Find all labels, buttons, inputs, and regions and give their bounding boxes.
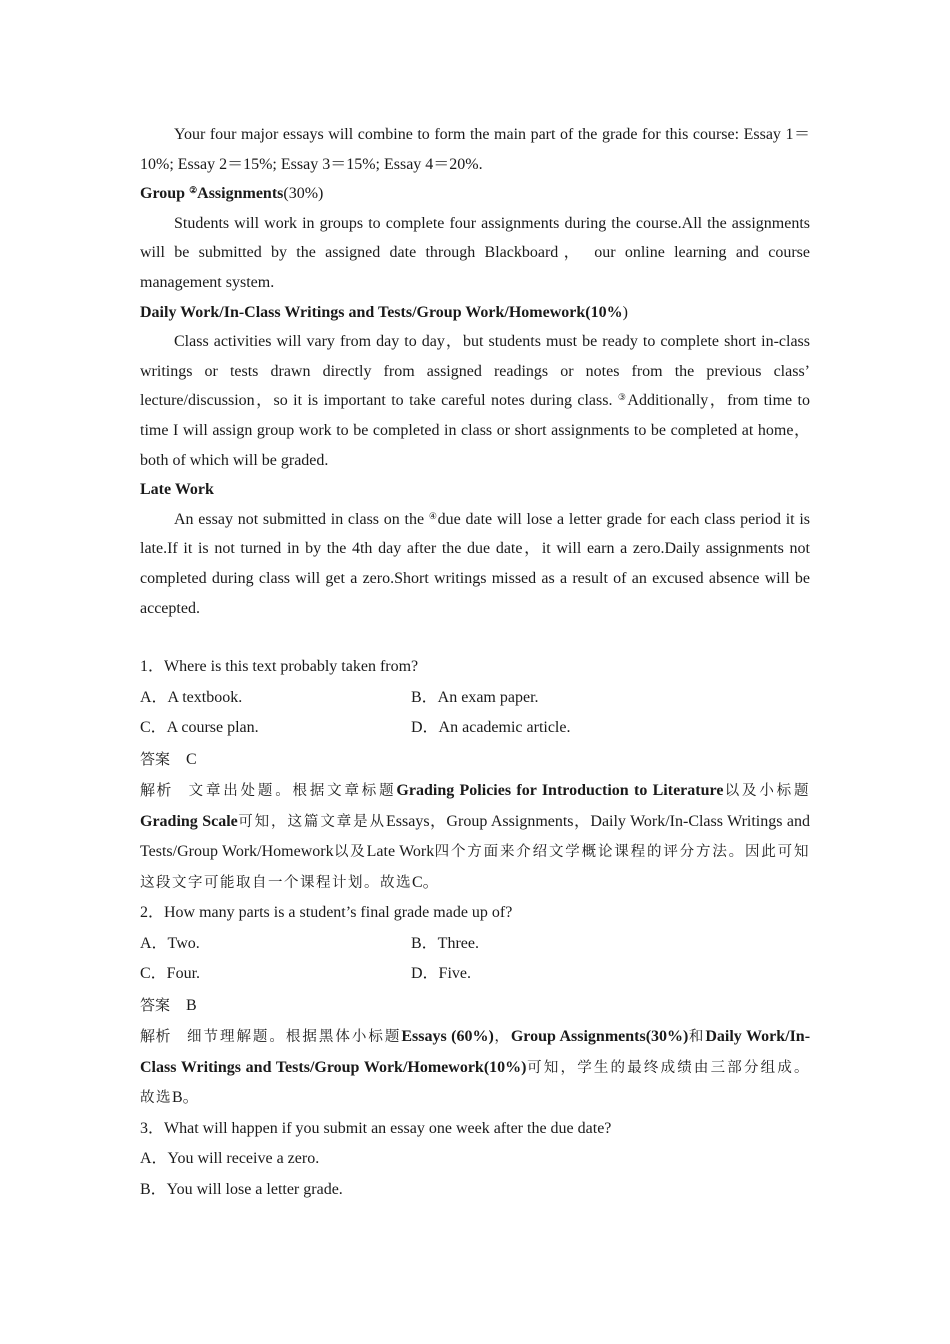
question-1-analysis: 解析 文章出处题。根据文章标题Grading Policies for Introduction to Literature以及小标题Grading Scale可知，这篇文章是从Essays，Group Assignments，Daily Work/In-Class Writings and Tests/Group Work/Homework以及Late Work四个方面来介绍文学概论课程的评分方法。因此可知这段文字可能取自一个课程计划。故选C。 <box>140 781 811 891</box>
analysis-label: 解析 <box>140 1027 171 1046</box>
footnote-marker-3: ③ <box>617 392 628 403</box>
question-1-options-row-2 <box>140 713 810 744</box>
question-2-option-b: B．Three. <box>411 934 479 952</box>
question-2-answer: 答案 B <box>140 995 197 1014</box>
answer-label: 答案 <box>140 749 171 768</box>
footnote-marker-2: ② <box>189 185 198 196</box>
late-work-paragraph: An essay not submitted in class on the ④due date will lose a letter grade for each class period it is late.If it is not turned in by the 4th day after the due date，it will earn a zero.Daily assignments not completed during class will get a zero.Short writings missed as a result of an excused absence will be accepted. <box>140 510 811 617</box>
question-2-stem: 2．How many parts is a student’s final grade made up of? <box>140 904 513 922</box>
question-2-options-row-1 <box>140 929 810 960</box>
question-2-options-row-2 <box>140 959 810 990</box>
question-1-options-row-1 <box>140 683 810 714</box>
question-1-option-a: A．A textbook. <box>140 688 243 706</box>
question-2-analysis: 解析 细节理解题。根据黑体小标题Essays (60%)，Group Assignments(30%)和Daily Work/In-Class Writings and Tests/Group Work/Homework(10%)可知，学生的最终成绩由三部分组成。故选B。 <box>140 1027 811 1107</box>
question-3-option-b: B．You will lose a letter grade. <box>140 1180 343 1198</box>
question-2-option-c: C．Four. <box>140 965 201 983</box>
question-1-stem: 1．Where is this text probably taken from? <box>140 658 419 676</box>
question-1-option-b: B．An exam paper. <box>411 688 539 706</box>
question-3-option-a: A．You will receive a zero. <box>140 1150 320 1168</box>
question-1-option-d: D．An academic article. <box>411 719 571 737</box>
answer-label: 答案 <box>140 995 171 1014</box>
question-3-stem: 3．What will happen if you submit an essay one week after the due date? <box>140 1119 612 1137</box>
document-page <box>140 120 810 1205</box>
group-assignments-heading: Group ②Assignments(30%) <box>140 185 324 203</box>
group-assignments-paragraph: Students will work in groups to complete four assignments during the course.All the assignments will be submitted by the assigned date through Blackboard， our online learning and course management system. <box>140 214 810 291</box>
daily-work-paragraph: Class activities will vary from day to day，but students must be ready to complete short in-class writings or tests drawn directly from assigned readings or notes from the previous class’ lecture/discussion，so it is important to take careful notes during class. ③Additionally，from time to time I will assign group work to be completed in class or short assignments to be completed at home，both of which will be graded. <box>140 333 810 469</box>
late-work-heading: Late Work <box>140 481 214 499</box>
question-1-answer: 答案 C <box>140 749 197 768</box>
essays-paragraph: Your four major essays will combine to form the main part of the grade for this course: Essay 1＝10%; Essay 2＝15%; Essay 3＝15%; Essay 4＝20%. <box>140 126 810 173</box>
question-2-option-d: D．Five. <box>411 965 472 983</box>
question-1-option-c: C．A course plan. <box>140 719 259 737</box>
analysis-label: 解析 <box>140 781 173 800</box>
daily-work-heading: Daily Work/In-Class Writings and Tests/Group Work/Homework(10%) <box>140 303 628 321</box>
question-2-option-a: A．Two. <box>140 934 200 952</box>
footnote-marker-4: ④ <box>428 510 438 521</box>
